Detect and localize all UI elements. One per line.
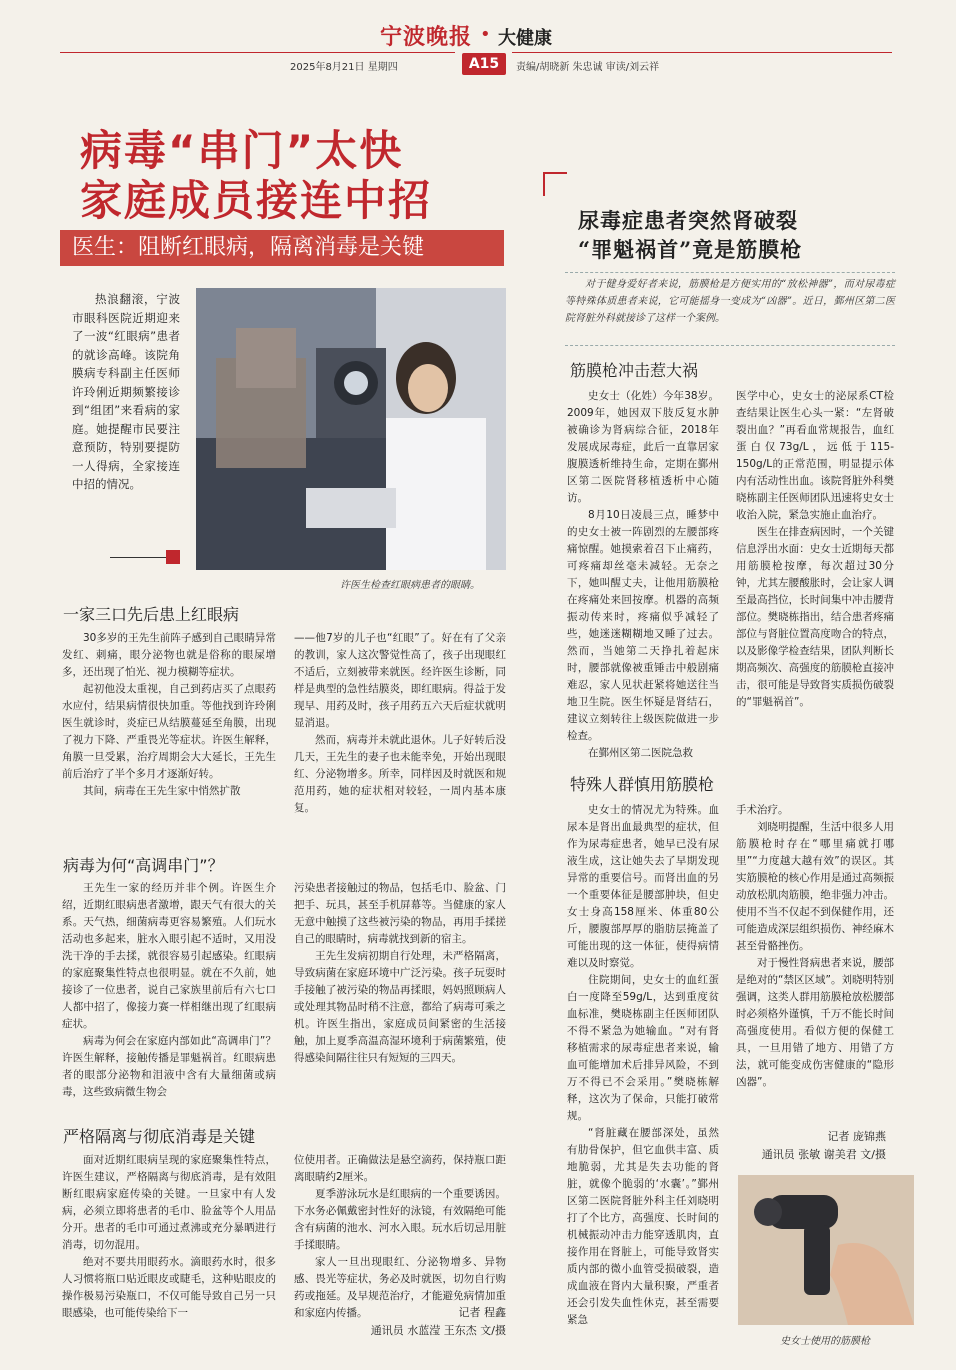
- lead-text: 热浪翻滚，宁波市眼科医院近期迎来了一波“红眼病”患者的就诊高峰。该院角膜病专科副主任医师许玲俐近期频繁接诊到“组团”来看病的家庭。她提醒市民要注意预防，特别要提防一人得病，全家接连中招的情况。: [72, 292, 180, 491]
- masthead-separator: •: [480, 24, 491, 45]
- right-intro: 对于健身爱好者来说，筋膜枪是方便实用的“放松神器”，而对尿毒症等特殊体质患者来说，它可能摇身一变成为“凶器”。近日，鄞州区第二医院肾脏外科就接诊了这样一个案例。: [565, 279, 895, 324]
- title-decoration: [543, 172, 567, 196]
- paragraph: 病毒为何会在家庭内部如此“高调串门”？许医生解释，接触传播是罪魁祸首。红眼病患者的眼部分泌物和泪液中含有大量细菌或病毒，这些致病微生物会: [62, 1035, 276, 1098]
- byline-correspondents: 通讯员 水蓝滢 王东杰 文/摄: [370, 1324, 506, 1337]
- right-section2-column-2: [736, 802, 894, 1091]
- paragraph: 手术治疗。: [736, 804, 789, 816]
- paragraph: 绝对不要共用眼药水。滴眼药水时，很多人习惯将瓶口贴近眼皮或睫毛，这种贴眼皮的操作极易污染瓶口，不仅可能导致自己另一只眼感染，也可能传染给下一: [62, 1256, 276, 1319]
- paragraph: 其间，病毒在王先生家中悄然扩散: [83, 785, 241, 797]
- section-title-isolation: 严格隔离与彻底消毒是关键: [63, 1127, 256, 1146]
- page-number: A15: [462, 53, 506, 75]
- section2-column-2: [294, 880, 506, 1067]
- section-title-family-infected: 一家三口先后患上红眼病: [63, 605, 240, 624]
- right-section1-column-1: [567, 388, 719, 762]
- headline-line-1: 病毒“串门”太快: [80, 126, 404, 175]
- massage-gun-photo: [738, 1175, 914, 1325]
- headline-line-2: 家庭成员接连中招: [80, 176, 433, 225]
- paragraph: 30多岁的王先生前阵子感到自己眼睛异常发红、刺痛，眼分泌物也就是俗称的眼屎增多，还出现了怕光、视力模糊等症状。: [62, 632, 276, 678]
- right-title-line-1: 尿毒症患者突然肾破裂: [578, 208, 798, 233]
- section-name: 大健康: [498, 28, 552, 49]
- massage-gun-illustration: [738, 1175, 914, 1325]
- lead-divider-marker: [166, 550, 180, 564]
- right-byline-correspondents: 通讯员 张敏 谢美君 文/摄: [761, 1148, 886, 1161]
- right-photo-caption: 史女士使用的筋膜枪: [780, 1336, 870, 1347]
- lead-paragraph: [72, 290, 180, 494]
- paragraph: 面对近期红眼病呈现的家庭聚集性特点，许医生建议，严格隔离与彻底消毒，是有效阻断红眼病家庭传染的关键。一旦家中有人发病，必须立即将患者的毛巾、脸盆等个人用品分开。患者的毛巾可通过煮沸或充分暴晒进行消毒，切勿混用。: [62, 1154, 276, 1251]
- intro-divider: [565, 345, 895, 346]
- section1-column-2: [294, 630, 506, 817]
- paragraph: 位使用者。正确做法是悬空滴药，保持瓶口距离眼睛约2厘米。: [294, 1154, 506, 1183]
- paragraph: 住院期间，史女士的血红蛋白一度降至59g/L，达到重度贫血标准，樊晓栋副主任医师团队不得不紧急为她输血。“对有肾移植需求的尿毒症患者来说，输血可能增加术后排异风险，不到万不得已不会采用。”樊晓栋解释，这次为了保命，只能打破常规。: [567, 974, 719, 1122]
- issue-date: 2025年8月21日 星期四: [290, 62, 398, 73]
- paragraph: 污染患者接触过的物品，包括毛巾、脸盆、门把手、玩具，甚至手机屏幕等。当健康的家人无意中触摸了这些被污染的物品，再用手揉搓自己的眼睛时，病毒就找到新的宿主。: [294, 882, 506, 945]
- paragraph: 在鄞州区第二医院急救: [588, 747, 693, 759]
- section-title-why-spread: 病毒为何“高调串门”？: [63, 856, 224, 875]
- paragraph: 起初他没太重视，自己到药店买了点眼药水应付，结果病情很快加重。等他找到许玲俐医生就诊时，炎症已从结膜蔓延至角膜，出现了视力下降、严重畏光等症状。许医生解释，角膜一旦受累，治疗周期会大大延长，王先生前后治疗了半个多月才逐渐好转。: [62, 683, 276, 780]
- lead-divider: [110, 557, 168, 558]
- right-title-line-2: “罪魁祸首”竟是筋膜枪: [578, 237, 803, 262]
- section-title-special-groups: 特殊人群慎用筋膜枪: [570, 775, 715, 794]
- subheadline: 医生：阻断红眼病，隔离消毒是关键: [60, 230, 504, 266]
- paragraph: 家人一旦出现眼红、分泌物增多、异物感、畏光等症状，务必及时就医，切勿自行购药或拖延。及早规范治疗，才能避免病情加重和家庭内传播。: [294, 1256, 506, 1319]
- right-section2-column-1: [567, 802, 719, 1329]
- right-byline-reporter: 记者 庞锦燕: [827, 1130, 886, 1143]
- title-divider: [565, 272, 895, 273]
- byline-reporter: 记者 程鑫: [458, 1306, 506, 1319]
- section3-column-1: [62, 1152, 276, 1322]
- paragraph: “肾脏藏在腰部深处，虽然有肋骨保护，但它血供丰富、质地脆弱，尤其是失去功能的肾脏，就像个脆弱的‘水囊’。”鄞州区第二医院肾脏外科主任刘晓明打了个比方，高强度、长时间的机械振动冲击力能穿透肌肉，直接作用在肾脏上，可能导致肾实质内部的微小血管受损破裂，造成血液在肾内大量积聚，严重者还会引发失血性休克，甚至需要紧急: [567, 1127, 719, 1326]
- paragraph: 对于慢性肾病患者来说，腰部是绝对的“禁区区域”。刘晓明特别强调，这类人群用筋膜枪放松腰部时必须格外谨慎，千万不能长时间高强度使用。看似方便的保健工具，一旦用错了地方、用错了方法，就可能变成伤害健康的“隐形凶器”。: [736, 957, 894, 1088]
- paragraph: 王先生发病初期自行处理，未严格隔离，导致病菌在家庭环境中广泛污染。孩子玩耍时手接触了被污染的物品再揉眼，妈妈照顾病人或处理其物品时稍不注意，都给了病毒可乘之机。许医生指出，家庭成员间紧密的生活接触，加上夏季高温高湿环境利于病菌繁殖，使得感染间隔往往只有短短的三四天。: [294, 950, 506, 1064]
- paragraph: 医学中心，史女士的泌尿系CT检查结果让医生心头一紧：“左肾破裂出血？”再看血常规报告，血红蛋白仅73g/L，远低于115-150g/L的正常范围，明显提示体内有活动性出血。该院肾脏外科樊晓栋副主任医师团队迅速将史女士收治入院，紧急实施止血治疗。: [736, 390, 894, 521]
- paragraph: 王先生一家的经历并非个例。许医生介绍，近期红眼病患者激增，跟天气有很大的关系。天气热，细菌病毒更容易繁殖。人们玩水活动也多起来，脏水入眼引起不适时，又用没洗干净的手去揉，就很容易引起感染。红眼病的家庭聚集性特点也很明显。就在不久前，她接诊了一位患者，说自己家族里前后有六七口人都中招了，像接力赛一样相继出现了红眼病症状。: [62, 882, 276, 1030]
- paragraph: 然而，病毒并未就此退休。儿子好转后没几天，王先生的妻子也未能幸免，开始出现眼红、分泌物增多。所幸，同样因及时就医和规范用药，她的症状相对较轻，一周内基本康复。: [294, 734, 506, 814]
- paragraph: 史女士（化姓）今年38岁。2009年，她因双下肢反复水肿被确诊为肾病综合征，2018年发展成尿毒症，此后一直靠居家腹膜透析维持生命，定期在鄞州区第二医院肾移植透析中心随访。: [567, 390, 719, 504]
- eye-exam-photo: [196, 288, 506, 570]
- section2-column-1: [62, 880, 276, 1101]
- editor-credits: 责编/胡晓新 朱忠诚 审读/刘云祥: [516, 62, 660, 73]
- paragraph: 刘晓明提醒，生活中很多人用筋膜枪时存在“哪里痛就打哪里”“力度越大越有效”的误区。其实筋膜枪的核心作用是通过高频振动放松肌肉筋膜，绝非强力冲击。使用不当不仅起不到保健作用，还可能造成深层组织损伤、神经麻木甚至骨骼挫伤。: [736, 821, 894, 952]
- photo-caption: 许医生检查红眼病患者的眼睛。: [340, 580, 480, 591]
- paragraph: ——他7岁的儿子也“红眼”了。好在有了父亲的教训，家人这次警觉性高了，孩子出现眼红不适后，立刻被带来就医。经许医生诊断，同样是典型的急性结膜炎，即红眼病。得益于发现早、用药及时，孩子用药五六天后症状就明显消退。: [294, 632, 506, 729]
- section3-column-2: [294, 1152, 506, 1322]
- newspaper-logo: 宁波晚报: [380, 24, 473, 50]
- paragraph: 8月10日凌晨三点，睡梦中的史女士被一阵剧烈的左腰部疼痛惊醒。她摸索着召下止痛药，可疼痛却丝毫未减轻。无奈之下，她叫醒丈夫，让他用筋膜枪在疼痛处来回按摩。机器的高频振动传来时，疼痛似乎减轻了些，她迷迷糊糊地又睡了过去。然而，当她第二天挣扎着起床时，腰部就像被重锤击中般剧痛难忍，家人见状赶紧将她送往当地卫生院。医生怀疑是肾结石，建议立刻转往上级医院做进一步检查。: [567, 509, 719, 742]
- paragraph: 史女士的情况尤为特殊。血尿本是肾出血最典型的症状，但作为尿毒症患者，她早已没有尿液生成，这让她失去了早期发现异常的重要信号。而肾出血的另一个重要体征是腰部肿块，但史女士身高158厘米、体重80公斤，腰腹部厚厚的脂肪层掩盖了可能出现的这一体征，使得病情难以及时察觉。: [567, 804, 719, 969]
- section1-column-1: [62, 630, 276, 800]
- masthead-rule-right: [512, 52, 892, 53]
- eye-exam-illustration: [196, 288, 506, 570]
- paragraph: 夏季游泳玩水是红眼病的一个重要诱因。下水务必佩戴密封性好的泳镜，有效隔绝可能含有病菌的池水、河水入眼。玩水后切忌用脏手揉眼睛。: [294, 1188, 506, 1251]
- paragraph: 医生在排查病因时，一个关键信息浮出水面：史女士近期每天都用筋膜枪按摩，每次超过30分钟，尤其左腰酸胀时，会让家人调至最高挡位，长时间集中冲击腰背部位。樊晓栋指出，结合患者疼痛部位与肾脏位置高度吻合的特点，以及影像学检查结果，团队判断长期高频次、高强度的筋膜枪直接冲击，很可能是导致肾实质损伤破裂的“罪魁祸首”。: [736, 526, 894, 708]
- masthead-rule-left: [60, 52, 455, 53]
- right-section1-column-2: [736, 388, 894, 711]
- section-title-massage-gun-impact: 筋膜枪冲击惹大祸: [570, 361, 699, 380]
